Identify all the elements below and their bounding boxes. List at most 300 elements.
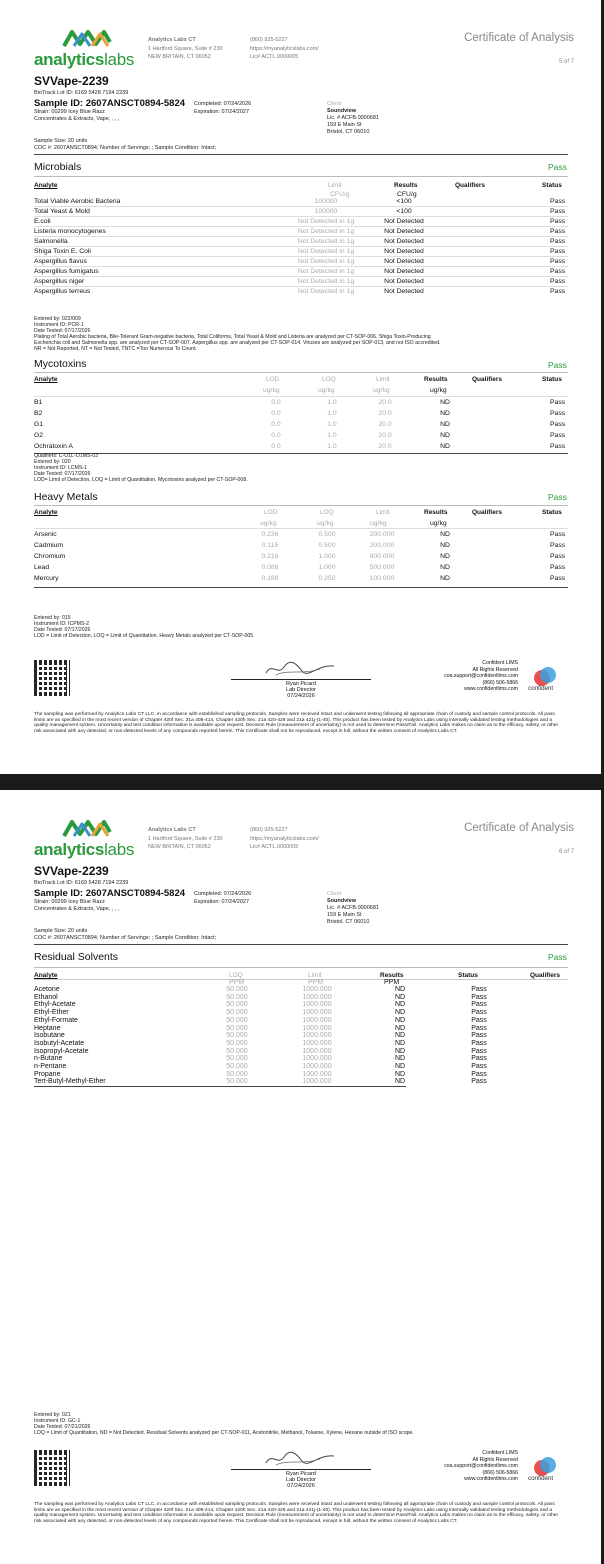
col-header-loq: LOQ xyxy=(322,376,336,383)
col-header-limit: Limit xyxy=(376,376,390,383)
status-value: Pass xyxy=(550,564,566,571)
loq-value: 50.000 xyxy=(226,1078,248,1086)
status-value: Pass xyxy=(550,208,566,215)
note-line: Date Tested: 07/17/2026 xyxy=(34,627,91,633)
logo-text-labs: labs xyxy=(104,840,135,859)
limit-value: 100000 xyxy=(314,208,338,215)
loq-value: 50.000 xyxy=(226,1009,248,1017)
signatory xyxy=(261,1471,341,1489)
loq-value: 1.0 xyxy=(327,410,337,417)
loq-value: 0.500 xyxy=(318,542,336,549)
coc-info: COC #: 2607ANSCT0894; Number of Servings: ; Sample Condition: Intact; xyxy=(34,145,217,151)
lab-address xyxy=(148,826,223,852)
result-value: ND xyxy=(394,1070,406,1078)
microbials-notes xyxy=(34,316,574,352)
col-header-limit: Limit xyxy=(376,509,390,516)
result-value: ND xyxy=(394,1016,406,1024)
limit-value: 20.0 xyxy=(378,443,392,450)
analyte-name: Listeria monocytogenes xyxy=(34,228,106,235)
loq-value: 1.000 xyxy=(318,564,336,571)
expiration-date: Expiration: 07/24/2027 xyxy=(194,109,250,115)
note-line: Instrument ID: PCR-1 xyxy=(34,322,84,328)
analytics-labs-logo xyxy=(34,818,139,862)
client-address-line1: 159 E Main St xyxy=(327,122,362,128)
result-value: ND xyxy=(394,1039,406,1047)
lab-website[interactable]: https://myanalyticslabs.com/ xyxy=(250,835,319,842)
limit-value: 500.000 xyxy=(369,564,395,571)
status-value: Pass xyxy=(550,288,566,295)
status-value: Pass xyxy=(471,1063,487,1070)
loq-value: 1.0 xyxy=(327,399,337,406)
document-title: Certificate of Analysis xyxy=(464,822,574,834)
product-category: Concentrates & Extracts, Vape, , , , xyxy=(34,116,120,122)
limit-value: 100.000 xyxy=(369,575,395,582)
confident-phone: (866) 506-5866 xyxy=(482,1469,518,1476)
result-value: ND xyxy=(440,553,450,560)
signatory-name: Ryan Picard xyxy=(286,1471,316,1477)
note-line: Entered by: 022/009 xyxy=(34,316,81,322)
section-title-heavy-metals: Heavy Metals xyxy=(34,491,98,503)
sample-size: Sample Size: 20 units xyxy=(34,928,88,934)
unit-limit: CFU/g xyxy=(330,191,350,198)
status-value: Pass xyxy=(550,278,566,285)
section-title-residual-solvents: Residual Solvents xyxy=(34,951,119,963)
result-value: ND xyxy=(440,531,450,538)
analyte-name: Aspergillus fumigatus xyxy=(34,268,99,275)
unit-lod: ug/kg xyxy=(260,520,277,527)
lab-name: Analytics Labs CT xyxy=(148,827,196,833)
confident-website[interactable]: www.confidentlims.com xyxy=(464,686,518,693)
lod-value: 0.0 xyxy=(271,443,281,450)
row-divider xyxy=(34,216,568,217)
client-label: Client xyxy=(327,101,342,107)
unit-limit: ug/kg xyxy=(370,520,387,527)
status-value: Pass xyxy=(550,443,566,450)
status-value: Pass xyxy=(471,1047,487,1055)
sample-id: Sample ID: 2607ANSCT0894-5824 xyxy=(34,888,186,899)
result-value: ND xyxy=(394,1078,406,1086)
loq-value: 50.000 xyxy=(226,1032,248,1040)
signature-image xyxy=(262,660,338,678)
unit-results: ug/kg xyxy=(430,520,447,527)
analyte-name: Ethyl-Formate xyxy=(34,1016,78,1024)
loq-value: 50.000 xyxy=(226,1001,248,1009)
unit-results: PPM xyxy=(384,979,400,986)
logo-mark-icon xyxy=(62,28,112,48)
note-line: NR = Not Reported, NT = Not Tested, TNTC =Too Numerous To Count. xyxy=(34,346,197,352)
lab-address-line2: NEW BRITAIN, CT 06052 xyxy=(148,54,211,60)
status-value: Pass xyxy=(471,993,487,1001)
loq-value: 0.500 xyxy=(318,531,336,538)
section-title-microbials: Microbials xyxy=(34,161,82,173)
confident-website[interactable]: www.confidentlims.com xyxy=(464,1476,518,1483)
section-status-microbials: Pass xyxy=(548,162,567,172)
analyte-name: Aspergillus niger xyxy=(34,278,85,285)
loq-value: 50.000 xyxy=(226,1024,248,1032)
lab-address-line1: 1 Hartford Square, Suite # 230 xyxy=(148,45,223,52)
status-value: Pass xyxy=(471,1032,487,1040)
row-divider xyxy=(34,206,568,207)
lab-name: Analytics Labs CT xyxy=(148,37,196,43)
signature-date: 07/24/2026 xyxy=(287,1483,315,1489)
client-license: Lic. # ACFB.0000681 xyxy=(327,905,379,911)
col-header-lod: LOD xyxy=(264,509,278,516)
analytics-labs-logo xyxy=(34,28,139,72)
limit-value: 1000.000 xyxy=(302,1001,332,1009)
status-value: Pass xyxy=(550,238,566,245)
analyte-name: Shiga Toxin E. Coli xyxy=(34,248,91,255)
biotrack-lot-id: BioTrack Lot ID: 6169 5428 7194 2239 xyxy=(34,90,129,96)
analyte-name: Acetone xyxy=(34,986,60,993)
status-value: Pass xyxy=(550,542,566,549)
table-divider xyxy=(34,528,568,529)
disclaimer: The sampling was performed by Analytics Labs CT LLC, in accordance with established sampling protocols. Samples were received intact and underwent testing following all appropriate chain of custody and sample control protocols. All pass limits are as specified in the most recent version of Chapter 420f Sec. 21a 408-414, Chapter 420h Sec. 21a 420-429 and 21a 421j-(1-40). This product has been tested by Analytics Labs using internally validated testing methodologies and a quality management system. Uncertainty and test condition information is available upon request. Decision Rule (measurement of uncertainty) is not used to determine Pass/Fail. Analytics Labs makes no claim as to the efficacy, safety, or other risk associated with any detected, or non-detected levels of any compounds reported herein. This Certificate shall not be reproduced, except in full, without the written consent of Analytics Labs CT. xyxy=(34,1502,559,1524)
client-name: Soundview xyxy=(327,898,357,904)
row-divider xyxy=(34,256,568,257)
col-header-qualifiers: Qualifiers xyxy=(472,509,502,516)
col-header-limit: Limit xyxy=(308,972,322,979)
logo-text-analytics: analytics xyxy=(34,840,105,859)
mycotoxins-notes xyxy=(34,453,574,483)
status-value: Pass xyxy=(471,1016,487,1024)
limit-value: 200.000 xyxy=(369,531,395,538)
confident-name: Confident LIMS xyxy=(482,1450,518,1456)
section-title-mycotoxins: Mycotoxins xyxy=(34,358,87,370)
analyte-name: Aspergillus flavus xyxy=(34,258,87,265)
limit-value: Not Detected in 1g xyxy=(297,258,355,265)
note-line: Escherichia coli and Salmonella spp. are analyzed per CT-SOP-007. Aspergillus spp. are analyzed per CT-SOP-014. Viruses are analyzed per SOP-013, and not ISO accredited. xyxy=(34,340,441,346)
client-name: Soundview xyxy=(327,108,357,114)
note-line: LOD= Limit of Detection, LOQ = Limit of Quantitation. Mycotoxins analyzed per CT-SOP-008. xyxy=(34,477,248,483)
analyte-name: E.coli xyxy=(34,218,51,225)
result-value: <100 xyxy=(396,198,412,205)
residual-solvents-notes xyxy=(34,1412,574,1436)
loq-value: 50.000 xyxy=(226,1070,248,1078)
client-address-line2: Bristol, CT 06010 xyxy=(327,919,370,925)
result-value: Not Detected xyxy=(384,278,424,285)
loq-value: 1.000 xyxy=(318,553,336,560)
result-value: ND xyxy=(440,575,450,582)
col-header-loq: LOQ xyxy=(320,509,334,516)
table-bottom-rule xyxy=(34,587,568,588)
analyte-name: Ethyl-Acetate xyxy=(34,1001,76,1009)
signature-date: 07/24/2026 xyxy=(287,693,315,699)
result-value: Not Detected xyxy=(384,268,424,275)
unit-results: ug/kg xyxy=(430,387,447,394)
limit-value: 100000 xyxy=(314,198,338,205)
result-value: ND xyxy=(440,443,450,450)
confident-rights: All Rights Reserved xyxy=(472,1456,518,1463)
disclaimer: The sampling was performed by Analytics Labs CT LLC, in accordance with established sampling protocols. Samples were received intact and underwent testing following all appropriate chain of custody and sample control protocols. All pass limits are as specified in the most recent version of Chapter 420f Sec. 21a 408-414, Chapter 420h Sec. 21a 420-429 and 21a 421j-(1-40). This product has been tested by Analytics Labs using internally validated testing methodologies and a quality management system. Uncertainty and test condition information is available upon request. Decision Rule (measurement of uncertainty) is not used to determine Pass/Fail. Analytics Labs makes no claim as to the efficacy, safety, or other risk associated with any detected, or non-detected levels of any compounds reported herein. This Certificate shall not be reproduced, except in full, without the written consent of Analytics Labs CT. xyxy=(34,712,559,734)
document-title: Certificate of Analysis xyxy=(464,32,574,44)
limit-value: 600.000 xyxy=(369,553,395,560)
lab-website[interactable]: https://myanalyticslabs.com/ xyxy=(250,45,319,52)
completed-date: Completed: 07/24/2026 xyxy=(194,891,252,897)
limit-value: 1000.000 xyxy=(302,1024,332,1032)
strain: Strain: 00299 Icey Blue Razz xyxy=(34,109,105,115)
section-status-heavy-metals: Pass xyxy=(548,492,567,502)
col-header-analyte: Analyte xyxy=(34,182,58,189)
lod-value: 0.0 xyxy=(271,421,281,428)
result-value: ND xyxy=(440,542,450,549)
limit-value: 1000.000 xyxy=(302,1039,332,1047)
lod-value: 0.0 xyxy=(271,399,281,406)
analyte-name: Chromium xyxy=(34,553,66,560)
note-line: Instrument ID: ICPMS-2 xyxy=(34,621,90,627)
header-divider xyxy=(34,944,568,945)
result-value: Not Detected xyxy=(384,238,424,245)
signatory-title: Lab Director xyxy=(286,1477,316,1483)
limit-value: 1000.000 xyxy=(302,1047,332,1055)
lod-value: 0.0 xyxy=(271,432,281,439)
section-divider xyxy=(34,505,568,506)
loq-value: 50.000 xyxy=(226,1047,248,1055)
expiration-date: Expiration: 07/24/2027 xyxy=(194,899,250,905)
client-label: Client xyxy=(327,891,342,897)
analyte-name: G1 xyxy=(34,421,44,428)
note-line: Entered by: 015 xyxy=(34,615,71,621)
status-value: Pass xyxy=(550,228,566,235)
analyte-name: Aspergillus terreus xyxy=(34,288,91,295)
lod-value: 0.216 xyxy=(261,553,279,560)
coc-info: COC #: 2607ANSCT0894; Number of Servings: ; Sample Condition: Intact; xyxy=(34,935,217,941)
coa-page-5 xyxy=(0,0,604,774)
lab-address-line2: NEW BRITAIN, CT 06052 xyxy=(148,844,211,850)
table-divider xyxy=(34,396,568,397)
status-value: Pass xyxy=(550,268,566,275)
unit-lod: ug/kg xyxy=(263,387,280,394)
lod-value: 0.236 xyxy=(261,531,279,538)
analyte-name: Ethanol xyxy=(34,993,58,1001)
limit-value: Not Detected in 1g xyxy=(297,278,355,285)
limit-value: 20.0 xyxy=(378,432,392,439)
result-value: ND xyxy=(440,399,450,406)
lod-value: 0.088 xyxy=(261,564,279,571)
analyte-name: Total Yeast & Mold xyxy=(34,208,90,215)
limit-value: 20.0 xyxy=(378,410,392,417)
note-line: Qualifiers: C-O1L-O1MS-03 xyxy=(34,453,98,459)
logo-mark-icon xyxy=(62,818,112,838)
analyte-name: Mercury xyxy=(34,575,59,582)
status-value: Pass xyxy=(550,432,566,439)
sample-size: Sample Size: 20 units xyxy=(34,138,88,144)
section-status-residual-solvents: Pass xyxy=(548,952,567,962)
status-value: Pass xyxy=(550,198,566,205)
col-header-status: Status xyxy=(542,376,562,383)
status-value: Pass xyxy=(550,553,566,560)
analyte-name: Salmonella xyxy=(34,238,68,245)
status-value: Pass xyxy=(471,1055,487,1063)
result-value: Not Detected xyxy=(384,288,424,295)
col-header-lod: LOD xyxy=(266,376,280,383)
note-line: LOD = Limit of Detection, LOQ = Limit of Quantitation. Heavy Metals analyzed per CT-SOP-005 xyxy=(34,633,254,639)
limit-value: Not Detected in 1g xyxy=(297,268,355,275)
result-value: Not Detected xyxy=(384,258,424,265)
col-header-status: Status xyxy=(542,182,562,189)
loq-value: 1.0 xyxy=(327,443,337,450)
signatory-name: Ryan Picard xyxy=(286,681,316,687)
note-line: Entered by: 021 xyxy=(34,1412,71,1418)
result-value: Not Detected xyxy=(384,218,424,225)
page-number: 5 of 7 xyxy=(558,59,574,65)
client-address-line1: 159 E Main St xyxy=(327,912,362,918)
status-value: Pass xyxy=(550,421,566,428)
row-divider xyxy=(34,276,568,277)
note-line: Date Tested: 07/17/2026 xyxy=(34,328,91,334)
section-divider xyxy=(34,176,568,177)
loq-value: 1.0 xyxy=(327,421,337,428)
col-header-limit: Limit xyxy=(328,182,342,189)
analyte-name: Tert-Butyl-Methyl-Ether xyxy=(34,1078,106,1086)
result-value: ND xyxy=(394,993,406,1001)
status-value: Pass xyxy=(471,1078,487,1086)
analyte-name: Ochratoxin A xyxy=(34,443,73,450)
status-value: Pass xyxy=(471,1070,487,1078)
result-value: ND xyxy=(440,432,450,439)
confident-lims-info xyxy=(444,1450,518,1483)
client-address-line2: Bristol, CT 06010 xyxy=(327,129,370,135)
confident-lims-info xyxy=(444,660,518,693)
limit-value: 20.0 xyxy=(378,399,392,406)
signature-line xyxy=(231,1469,371,1470)
confident-email[interactable]: coa.support@confidentlims.com xyxy=(444,1463,518,1470)
qr-code[interactable] xyxy=(34,660,70,696)
unit-limit: ug/kg xyxy=(373,387,390,394)
lab-contact xyxy=(250,36,319,62)
limit-value: Not Detected in 1g xyxy=(297,228,355,235)
analyte-name: Isobutane xyxy=(34,1032,65,1040)
col-header-status: Status xyxy=(542,509,562,516)
col-header-analyte: Analyte xyxy=(34,509,58,516)
unit-loq: PPM xyxy=(229,979,245,986)
loq-value: 0.250 xyxy=(318,575,336,582)
unit-limit: PPM xyxy=(308,979,324,986)
signature-line xyxy=(231,679,371,680)
confident-brand: confident xyxy=(528,1475,554,1482)
table-divider xyxy=(34,979,568,980)
loq-value: 50.000 xyxy=(226,1063,248,1070)
status-value: Pass xyxy=(471,1009,487,1017)
analyte-name: G2 xyxy=(34,432,44,439)
confident-name: Confident LIMS xyxy=(482,660,518,666)
col-header-results: Results xyxy=(394,182,418,189)
result-value: Not Detected xyxy=(384,228,424,235)
result-value: ND xyxy=(440,564,450,571)
result-value: ND xyxy=(394,1047,406,1055)
note-line: Date Tested: 07/17/2026 xyxy=(34,471,91,477)
result-value: ND xyxy=(440,410,450,417)
limit-value: 200.000 xyxy=(369,542,395,549)
loq-value: 50.000 xyxy=(226,986,248,993)
confident-email[interactable]: coa.support@confidentlims.com xyxy=(444,673,518,680)
lod-value: 0.115 xyxy=(261,542,279,549)
limit-value: 20.0 xyxy=(378,421,392,428)
heavy-metals-notes xyxy=(34,615,574,639)
qr-code[interactable] xyxy=(34,1450,70,1486)
analyte-name: B1 xyxy=(34,399,43,406)
section-status-mycotoxins: Pass xyxy=(548,360,567,370)
result-value: Not Detected xyxy=(384,248,424,255)
row-divider xyxy=(34,246,568,247)
analyte-name: Propane xyxy=(34,1070,61,1078)
row-divider xyxy=(34,236,568,237)
result-value: <100 xyxy=(396,208,412,215)
table-bottom-rule xyxy=(34,1086,406,1087)
loq-value: 50.000 xyxy=(226,1055,248,1063)
unit-loq: ug/kg xyxy=(318,387,335,394)
limit-value: 1000.000 xyxy=(302,993,332,1001)
result-value: ND xyxy=(394,1009,406,1017)
biotrack-lot-id: BioTrack Lot ID: 6169 5428 7194 2239 xyxy=(34,880,129,886)
col-header-analyte: Analyte xyxy=(34,376,58,383)
page-number: 6 of 7 xyxy=(558,849,574,855)
limit-value: 1000.000 xyxy=(302,1063,332,1070)
note-line: Entered by: 020 xyxy=(34,459,71,465)
result-value: ND xyxy=(394,1055,406,1063)
status-value: Pass xyxy=(471,1024,487,1032)
limit-value: 1000.000 xyxy=(302,1009,332,1017)
analyte-name: n-Butane xyxy=(34,1055,63,1063)
limit-value: Not Detected in 1g xyxy=(297,288,355,295)
col-header-qualifiers: Qualifiers xyxy=(455,182,485,189)
unit-loq: ug/kg xyxy=(317,520,334,527)
row-divider xyxy=(34,286,568,287)
product-name: SVVape-2239 xyxy=(34,864,109,878)
analyte-name: Isopropyl-Acetate xyxy=(34,1047,89,1055)
col-header-qualifiers: Qualifiers xyxy=(472,376,502,383)
analyte-name: Heptane xyxy=(34,1024,61,1032)
note-line: Instrument ID: LCMS-1 xyxy=(34,465,88,471)
lab-address-line1: 1 Hartford Square, Suite # 230 xyxy=(148,835,223,842)
limit-value: 1000.000 xyxy=(302,1055,332,1063)
status-value: Pass xyxy=(550,575,566,582)
result-value: ND xyxy=(394,1001,406,1009)
completed-date: Completed: 07/24/2026 xyxy=(194,101,252,107)
loq-value: 1.0 xyxy=(327,432,337,439)
header-divider xyxy=(34,154,568,155)
sample-id: Sample ID: 2607ANSCT0894-5824 xyxy=(34,98,186,109)
note-line: LOQ = Limit of Quantitation, ND = Not Detected. Residual Solvents analyzed per CT-SOP-011, Acetonitrile, Methanol, Toluene, Xylene, Hexane outside of ISO scope. xyxy=(34,1430,414,1436)
lab-phone: (860) 925-5227 xyxy=(250,37,288,43)
col-header-results: Results xyxy=(424,509,448,516)
lod-value: 0.188 xyxy=(261,575,279,582)
analyte-name: Isobutyl-Acetate xyxy=(34,1039,85,1047)
product-category: Concentrates & Extracts, Vape, , , , xyxy=(34,906,120,912)
status-value: Pass xyxy=(550,248,566,255)
status-value: Pass xyxy=(550,258,566,265)
limit-value: 1000.000 xyxy=(302,986,332,993)
row-divider xyxy=(34,266,568,267)
client-license: Lic. # ACFB.0000681 xyxy=(327,115,379,121)
result-value: ND xyxy=(394,1063,406,1070)
analyte-name: B2 xyxy=(34,410,43,417)
limit-value: Not Detected in 1g xyxy=(297,238,355,245)
confident-brand: confident xyxy=(528,685,554,692)
result-value: ND xyxy=(394,1024,406,1032)
result-value: ND xyxy=(440,421,450,428)
confident-rights: All Rights Reserved xyxy=(472,666,518,673)
confident-phone: (866) 506-5866 xyxy=(482,679,518,686)
limit-value: Not Detected in 1g xyxy=(297,218,355,225)
col-header-status: Status xyxy=(458,972,478,979)
unit-results: CFU/g xyxy=(397,191,417,198)
status-value: Pass xyxy=(550,531,566,538)
result-value: ND xyxy=(394,1032,406,1040)
analyte-name: Cadmium xyxy=(34,542,64,549)
col-header-results: Results xyxy=(380,972,404,979)
analyte-name: Total Viable Aerobic Bacteria xyxy=(34,198,121,205)
lab-phone: (860) 925-5227 xyxy=(250,827,288,833)
